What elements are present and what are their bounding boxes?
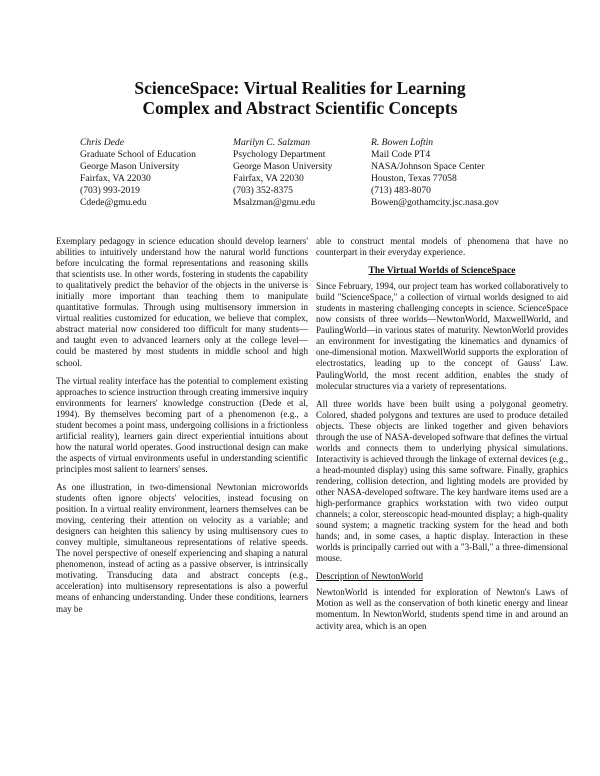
author-dede	[80, 137, 196, 208]
author-email: Bowen@gothamcity.jsc.nasa.gov	[371, 196, 499, 208]
title-line-1: ScienceSpace: Virtual Realities for Learning	[134, 78, 466, 98]
author-name: Marilyn C. Salzman	[233, 137, 311, 148]
body-paragraph: Since February, 1994, our project team has worked collaboratively to build "ScienceSpace," a collection of virtual worlds designed to aid students in mastering challenging concepts in science. ScienceSpace now consists of three worlds—NewtonWorld, MaxwellWorld, and PaulingWorld—in various states of maturity. NewtonWorld provides an environment for investigating the kinematics and dynamics of one-dimensional motion. MaxwellWorld supports the exploration of electrostatics, leading up to the concept of Gauss' Law. PaulingWorld, the most recent addition, enables the study of molecular structures via a variety of representations.	[316, 281, 568, 391]
author-affiliation: Graduate School of Education	[80, 148, 196, 160]
author-institution: NASA/Johnson Space Center	[371, 160, 485, 172]
author-address: Houston, Texas 77058	[371, 172, 457, 184]
author-phone: (703) 993-2019	[80, 184, 140, 196]
body-paragraph: All three worlds have been built using a polygonal geometry. Colored, shaded polygons and textures are used to produce detailed objects. These objects are linked together and given behaviors through the use of NASA-developed software that defines the virtual worlds and connects them to underlying physical simulations. Interactivity is achieved through the linkage of external devices (e.g., a head-mounted display) using this same software. Finally, graphics rendering, collision detection, and lighting models are provided by other NASA-developed software. The key hardware items used are a high-performance graphics workstation with two video output channels; a color, stereoscopic head-mounted display; a high-quality sound system; a magnetic tracking system for the head and both hands; and, in some cases, a haptic display. Interaction in these worlds is principally carried out with a "3-Ball," a three-dimensional mouse.	[316, 398, 569, 564]
author-institution: George Mason University	[233, 160, 333, 172]
author-email: Msalzman@gmu.edu	[233, 196, 316, 208]
paper-title	[40, 78, 560, 118]
section-heading: The Virtual Worlds of ScienceSpace	[368, 265, 516, 277]
body-paragraph: NewtonWorld is intended for exploration of Newton's Laws of Motion as well as the conservation of both kinetic energy and linear momentum. In NewtonWorld, students spend time in and around an activity area, which is an open	[316, 587, 568, 631]
author-institution: George Mason University	[80, 160, 180, 172]
body-paragraph: As one illustration, in two-dimensional Newtonian microworlds students often ignore objects' velocities, instead focusing on position. In a virtual reality environment, learners themselves can be moving, centering their attention on velocity as a variable; and designers can heighten this saliency by using multisensory cues to convey multiple, simultaneous representations of relative speeds. The novel perspective of oneself experiencing and shaping a natural phenomenon, instead of acting as a passive observer, is intrinsically motivating. Transducing data and abstract concepts (e.g., acceleration) into multisensory representations is also a powerful means of enhancing understanding. Under these conditions, learners may be	[56, 481, 308, 614]
author-loftin	[371, 137, 499, 208]
subsection-heading: Description of NewtonWorld	[316, 571, 423, 582]
author-name: Chris Dede	[80, 137, 124, 148]
author-phone: (703) 352-8375	[233, 184, 293, 196]
right-column	[316, 236, 568, 639]
body-paragraph: The virtual reality interface has the potential to complement existing approaches to science instruction through creating immersive inquiry environments for learners' knowledge construction (Dede et al, 1994). By themselves becoming part of a phenomenon (e.g., a student becomes a point mass, undergoing collisions in a frictionless artificial reality), learners gain direct experiential intuitions about how the natural world operates. Good instructional design can make the aspects of virtual environments useful in understanding scientific principles most salient to learners' senses.	[56, 375, 308, 474]
title-line-2: Complex and Abstract Scientific Concepts	[142, 98, 458, 118]
author-address: Fairfax, VA 22030	[233, 172, 304, 184]
author-phone: (713) 483-8070	[371, 184, 431, 196]
body-paragraph: Exemplary pedagogy in science education should develop learners' abilities to intuitively understand how the natural world functions before inculcating the formal representations and reasoning skills that scientists use. In other words, fostering in students the capability to qualitatively predict the behavior of the objects in the universe is initially more important than teaching them to manipulate quantitative formulas. Through using multisensory immersion in virtual realities customized for education, we believe that complex, abstract material now considered too difficult for many students—and taught even to advanced learners only at the college level—could be mastered by most students in middle school and high school.	[56, 236, 308, 368]
author-affiliation: Psychology Department	[233, 148, 326, 160]
body-paragraph: able to construct mental models of phenomena that have no counterpart in their everyday experience.	[316, 236, 568, 258]
author-salzman	[233, 137, 332, 208]
author-email: Cdede@gmu.edu	[80, 196, 147, 208]
author-affiliation: Mail Code PT4	[371, 148, 431, 160]
left-column	[56, 236, 308, 622]
author-name: R. Bowen Loftin	[371, 137, 434, 148]
author-address: Fairfax, VA 22030	[80, 172, 151, 184]
